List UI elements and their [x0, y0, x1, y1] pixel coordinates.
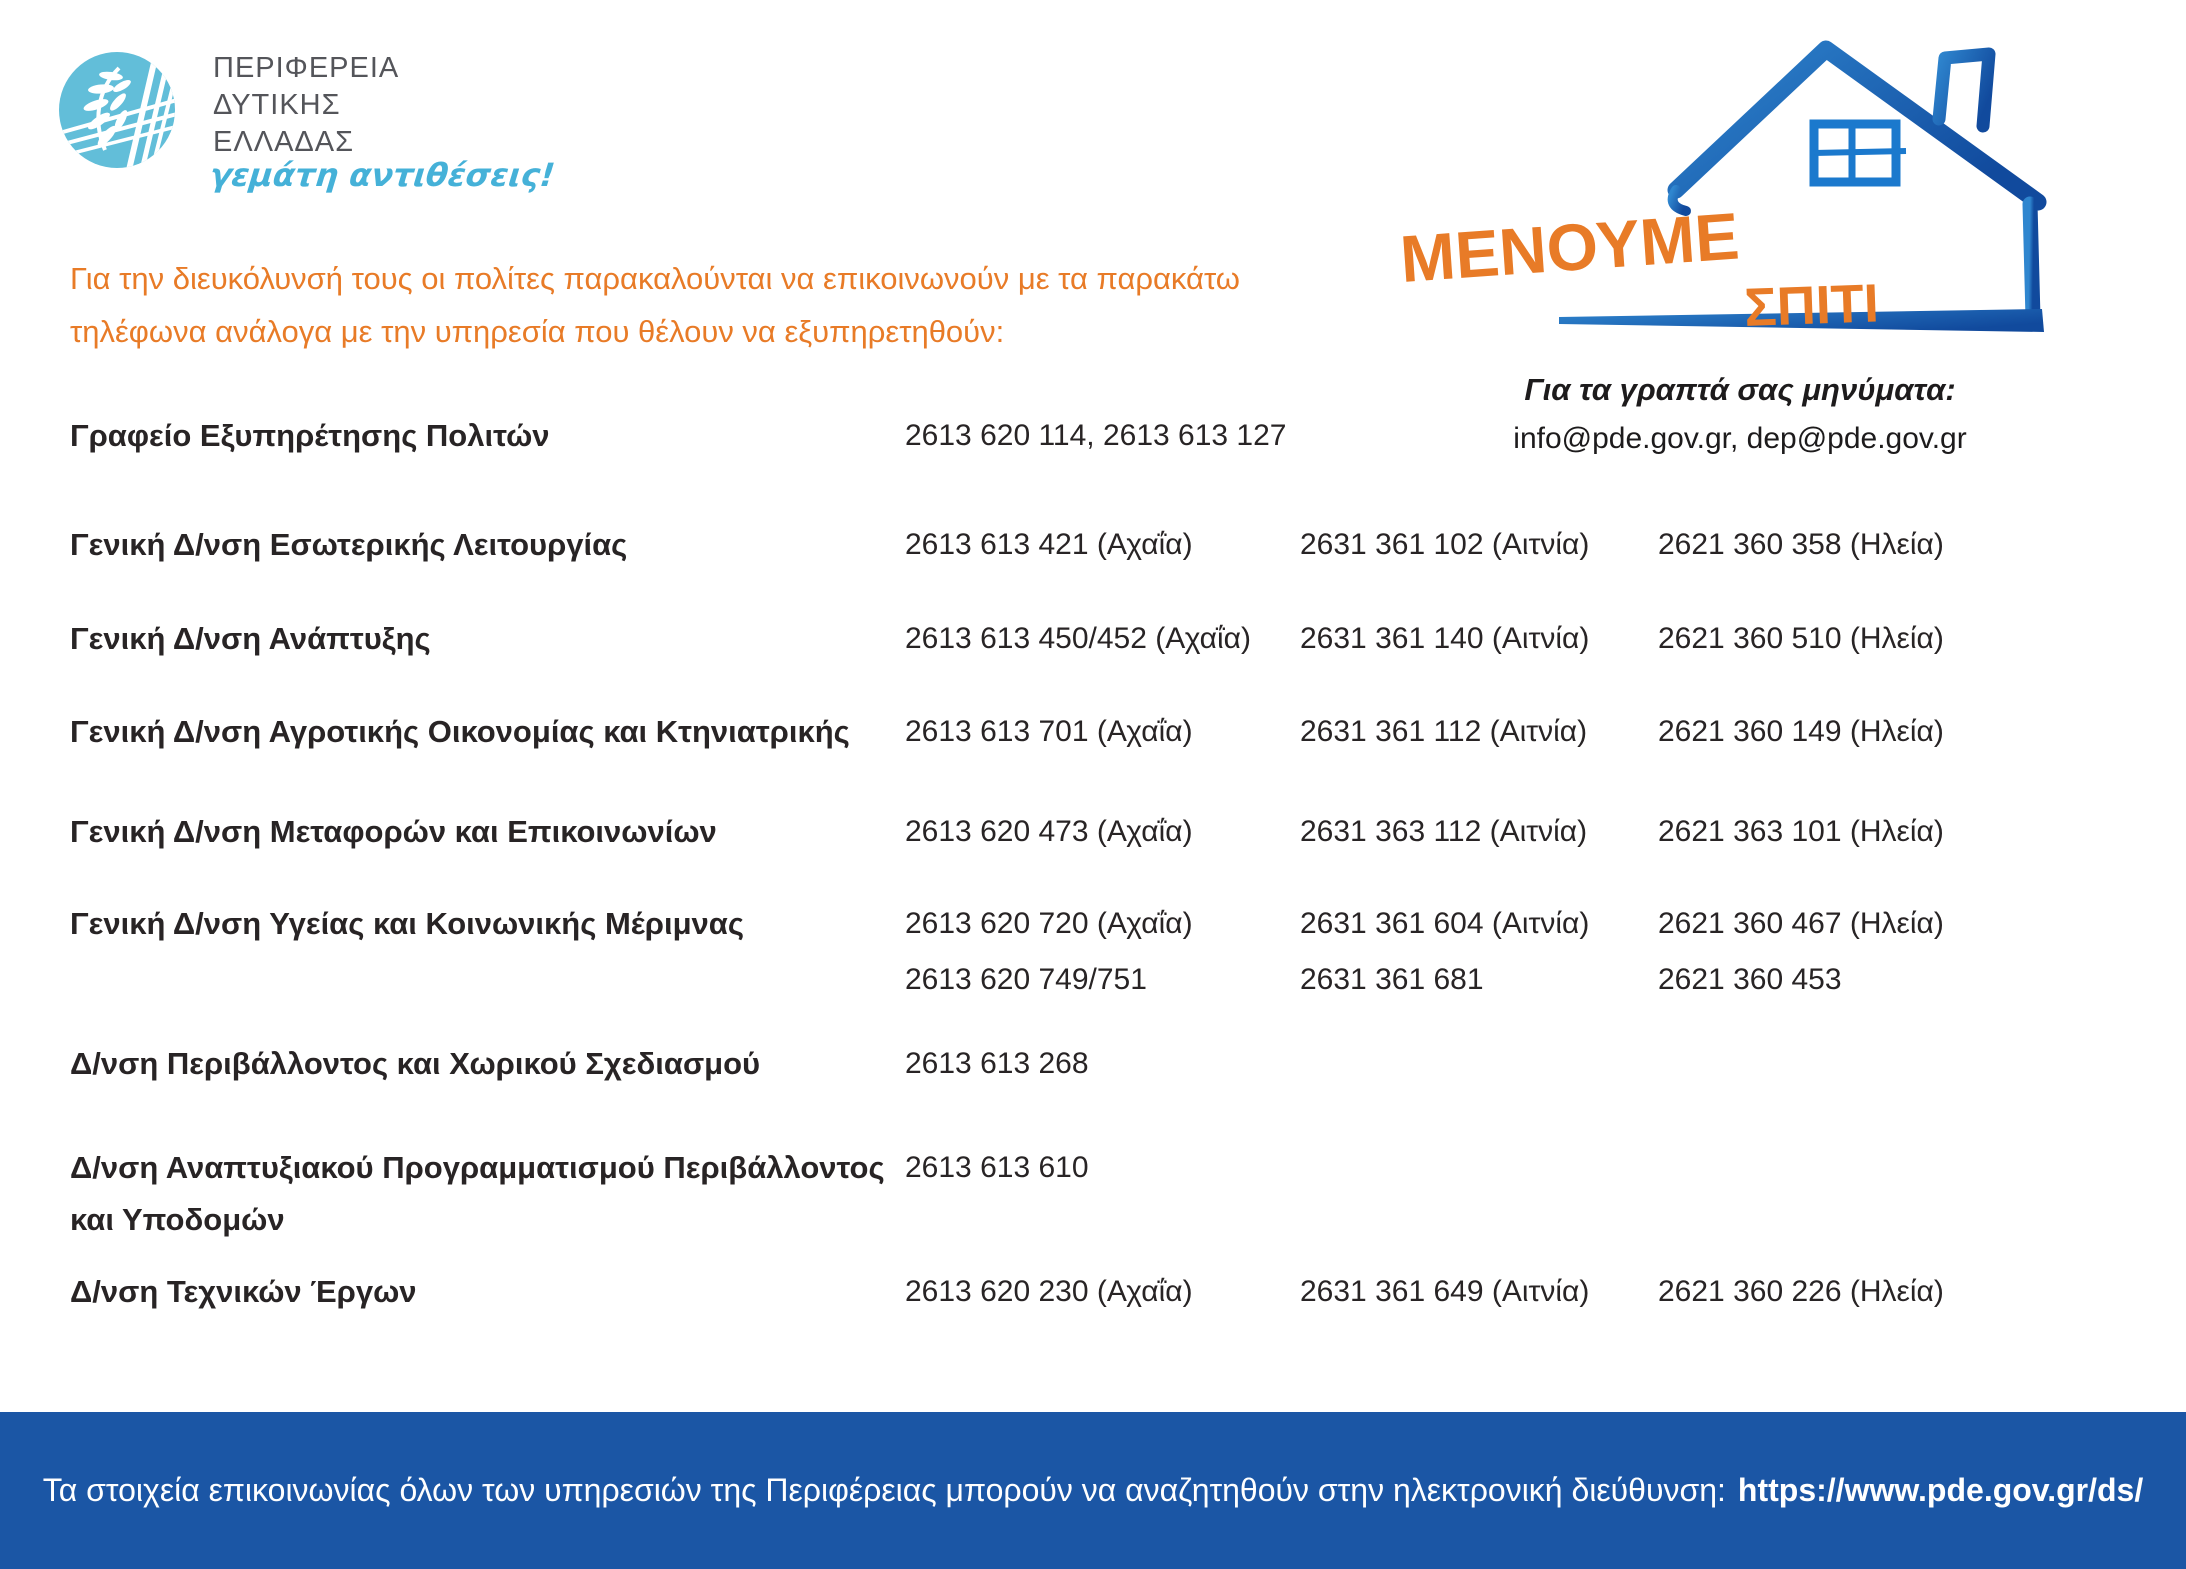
department-name: Γενική Δ/νση Ανάπτυξης: [70, 621, 431, 656]
phone-achaia: 2613 620 230 (Αχαΐα): [905, 1275, 1193, 1308]
department-name: Δ/νση Περιβάλλοντος και Χωρικού Σχεδιασμού: [70, 1046, 761, 1081]
directory-row: [0, 411, 2186, 463]
campaign-word2: ΣΠΙΤΙ: [1743, 273, 1880, 338]
region-tagline: γεμάτη αντιθέσεις!: [208, 156, 557, 194]
phone-ileia: 2621 360 358 (Ηλεία): [1658, 528, 1944, 561]
intro-paragraph: [70, 252, 1270, 358]
intro-line1: Για την διευκόλυνσή τους οι πολίτες παρακαλούνται να επικοινωνούν με τα παρακάτω: [70, 261, 1240, 296]
phone-achaia: 2613 613 268: [905, 1047, 1089, 1080]
messages-label: Για τα γραπτά σας μηνύματα:: [1524, 372, 1956, 407]
phone-achaia: 2613 620 720 (Αχαΐα): [905, 907, 1193, 940]
phone-aitnia: 2631 361 604 (Αιτνία): [1300, 907, 1590, 940]
menoume-spiti-logo: [1390, 20, 2130, 350]
directory-row: [0, 520, 2186, 572]
directory-row: [0, 707, 2186, 759]
region-name: [213, 50, 399, 161]
department-name-line2: και Υποδομών: [70, 1202, 285, 1237]
phone-achaia: 2613 620 473 (Αχαΐα): [905, 815, 1193, 848]
region-name-line3: ΕΛΛΑΔΑΣ: [213, 126, 355, 158]
window-icon: [1814, 124, 1906, 182]
phone-achaia-2: 2613 620 749/751: [905, 963, 1147, 996]
directory-row-extra-phones: [0, 955, 2186, 1007]
department-name: Δ/νση Αναπτυξιακού Προγραμματισμού Περιβάλλοντος: [70, 1150, 885, 1185]
intro-line2: τηλέφωνα ανάλογα με την υπηρεσία που θέλουν να εξυπηρετηθούν:: [70, 314, 1005, 349]
directory-row-wrap: [0, 1195, 2186, 1247]
directory-row: [0, 1039, 2186, 1091]
phone-ileia: 2621 360 467 (Ηλεία): [1658, 907, 1944, 940]
footer-url[interactable]: https://www.pde.gov.gr/ds/: [1737, 1472, 2144, 1508]
phone-achaia: 2613 613 701 (Αχαΐα): [905, 715, 1193, 748]
phone-aitnia: 2631 361 102 (Αιτνία): [1300, 528, 1590, 561]
phone-achaia: 2613 613 421 (Αχαΐα): [905, 528, 1193, 561]
phone-ileia: 2621 360 149 (Ηλεία): [1658, 715, 1944, 748]
department-name: Γενική Δ/νση Αγροτικής Οικονομίας και Κτηνιατρικής: [70, 714, 850, 749]
region-logo-icon: [55, 48, 179, 172]
region-name-line1: ΠΕΡΙΦΕΡΕΙΑ: [213, 52, 400, 84]
directory-row: [0, 807, 2186, 859]
phone-aitnia: 2631 361 649 (Αιτνία): [1300, 1275, 1590, 1308]
directory-row: [0, 1267, 2186, 1319]
department-name: Γενική Δ/νση Εσωτερικής Λειτουργίας: [70, 527, 628, 562]
phone-aitnia: 2631 363 112 (Αιτνία): [1300, 815, 1588, 848]
footer-text: Τα στοιχεία επικοινωνίας όλων των υπηρεσιών της Περιφέρειας μπορούν να αναζητηθούν στην ηλεκτρονική διεύθυνση:: [42, 1472, 1726, 1508]
phone-achaia: 2613 613 610: [905, 1151, 1089, 1184]
department-name: Γραφείο Εξυπηρέτησης Πολιτών: [70, 418, 550, 453]
directory-row: [0, 1143, 2186, 1195]
phone-aitnia: 2631 361 112 (Αιτνία): [1300, 715, 1588, 748]
department-name: Δ/νση Τεχνικών Έργων: [70, 1274, 417, 1309]
directory-row: [0, 899, 2186, 951]
region-name-line2: ΔΥΤΙΚΗΣ: [213, 89, 341, 121]
campaign-word1: ΜΕΝΟΥΜΕ: [1397, 198, 1742, 296]
phone-aitnia: 2631 361 140 (Αιτνία): [1300, 622, 1590, 655]
phone-achaia: 2613 620 114, 2613 613 127: [905, 419, 1287, 452]
footer-bar: [0, 1412, 2186, 1569]
phone-achaia: 2613 613 450/452 (Αχαΐα): [905, 622, 1251, 655]
phone-aitnia-2: 2631 361 681: [1300, 963, 1484, 996]
department-name: Γενική Δ/νση Υγείας και Κοινωνικής Μέριμνας: [70, 906, 744, 941]
phone-ileia: 2621 360 226 (Ηλεία): [1658, 1275, 1944, 1308]
phone-ileia: 2621 363 101 (Ηλεία): [1658, 815, 1944, 848]
department-name: Γενική Δ/νση Μεταφορών και Επικοινωνίων: [70, 814, 717, 849]
phone-ileia: 2621 360 510 (Ηλεία): [1658, 622, 1944, 655]
phone-ileia-2: 2621 360 453: [1658, 963, 1842, 996]
messages-emails[interactable]: info@pde.gov.gr, dep@pde.gov.gr: [1513, 422, 1967, 455]
directory-row: [0, 614, 2186, 666]
